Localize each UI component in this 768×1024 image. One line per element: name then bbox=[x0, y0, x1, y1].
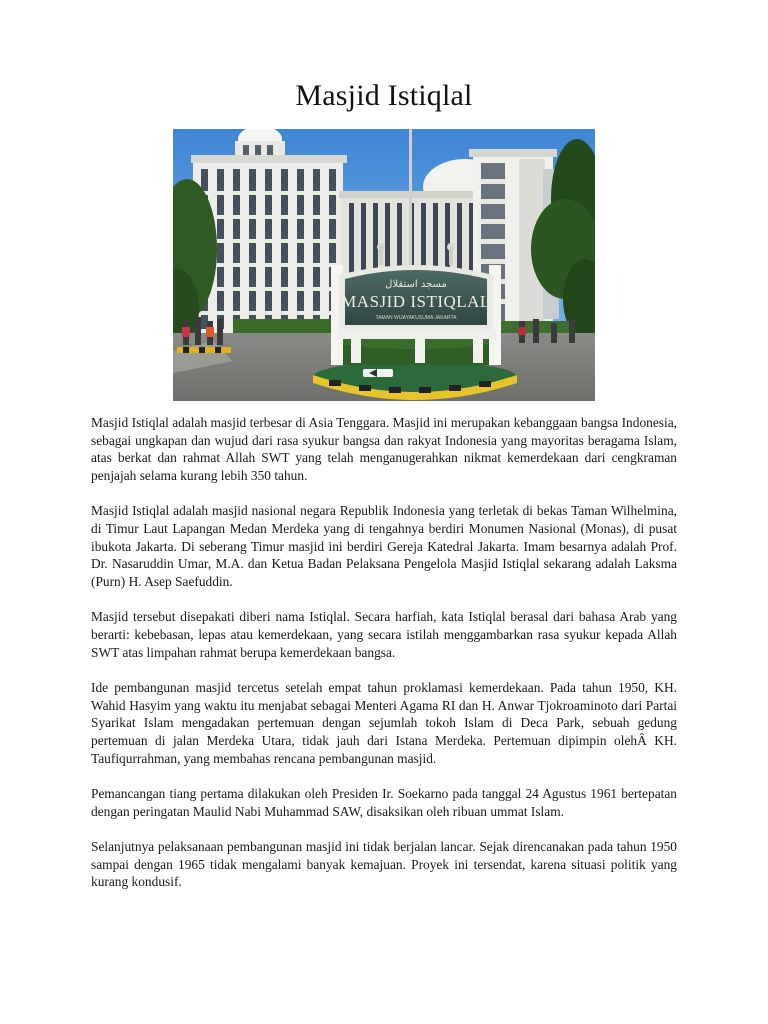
paragraph-4: Ide pembangunan masjid tercetus setelah empat tahun proklamasi kemerdekaan. Pada tahun 1950, KH. Wahid Hasyim yang waktu itu menjabat sebagai Menteri Agama RI dan H. Anwar Tjokroaminoto dari Partai Syarikat Islam mengadakan pertemuan dengan sejumlah tokoh Islam di Deca Park, sebuah gedung pertemuan di jalan Merdeka Utara, tidak jauh dari Istana Merdeka. Pertemuan dipimpin olehÂ KH. Taufiqurrahman, yang membahas rencana pembangunan masjid. bbox=[91, 680, 677, 766]
article-body bbox=[91, 414, 677, 909]
mosque-photo bbox=[173, 129, 595, 401]
sign-arabic-text: مسجد استقلال bbox=[385, 279, 447, 290]
sign-main-text: MASJID ISTIQLAL bbox=[341, 292, 491, 311]
paragraph-1: Masjid Istiqlal adalah masjid terbesar di Asia Tenggara. Masjid ini merupakan kebanggaan bangsa Indonesia, sebagai ungkapan dan wujud dari rasa syukur bangsa dan rakyat Indonesia yang mayoritas beragama Islam, atas berkat dan rahmat Allah SWT yang telah menganugerahkan nikmat kemerdekaan dari cengkraman penjajah selama kurang lebih 350 tahun. bbox=[91, 415, 677, 483]
paragraph-3: Masjid tersebut disepakati diberi nama Istiqlal. Secara harfiah, kata Istiqlal berasal dari bahasa Arab yang berarti: kebebasan, lepas atau kemerdekaan, yang secara istilah menggambarkan rasa syukur kepada Allah SWT atas limpahan rahmat berupa kemerdekaan bangsa. bbox=[91, 609, 677, 660]
paragraph-6: Selanjutnya pelaksanaan pembangunan masjid ini tidak berjalan lancar. Sejak direncanakan pada tahun 1950 sampai dengan 1965 tidak mengalami banyak kemajuan. Proyek ini tersendat, karena situasi politik yang kurang kondusif. bbox=[91, 839, 677, 890]
paragraph-5: Pemancangan tiang pertama dilakukan oleh Presiden Ir. Soekarno pada tanggal 24 Agustus 1961 bertepatan dengan peringatan Maulid Nabi Muhammad SAW, disaksikan oleh ribuan ummat Islam. bbox=[91, 786, 677, 819]
sign-sub-text: TAMAN WIJAYAKUSUMA JAKARTA bbox=[375, 315, 457, 321]
paragraph-2: Masjid Istiqlal adalah masjid nasional negara Republik Indonesia yang terletak di bekas Taman Wilhelmina, di Timur Laut Lapangan Medan Merdeka yang di tengahnya berdiri Monumen Nasional (Monas), di pusat ibukota Jakarta. Di seberang Timur masjid ini berdiri Gereja Katedral Jakarta. Imam besarnya adalah Prof. Dr. Nasaruddin Umar, M.A. dan Ketua Badan Pelaksana Pengelola Masjid Istiqlal sekarang adalah Laksma (Purn) H. Asep Saefuddin. bbox=[91, 503, 677, 589]
page-title: Masjid Istiqlal bbox=[295, 79, 473, 112]
mosque-photo-illustration bbox=[173, 129, 595, 401]
